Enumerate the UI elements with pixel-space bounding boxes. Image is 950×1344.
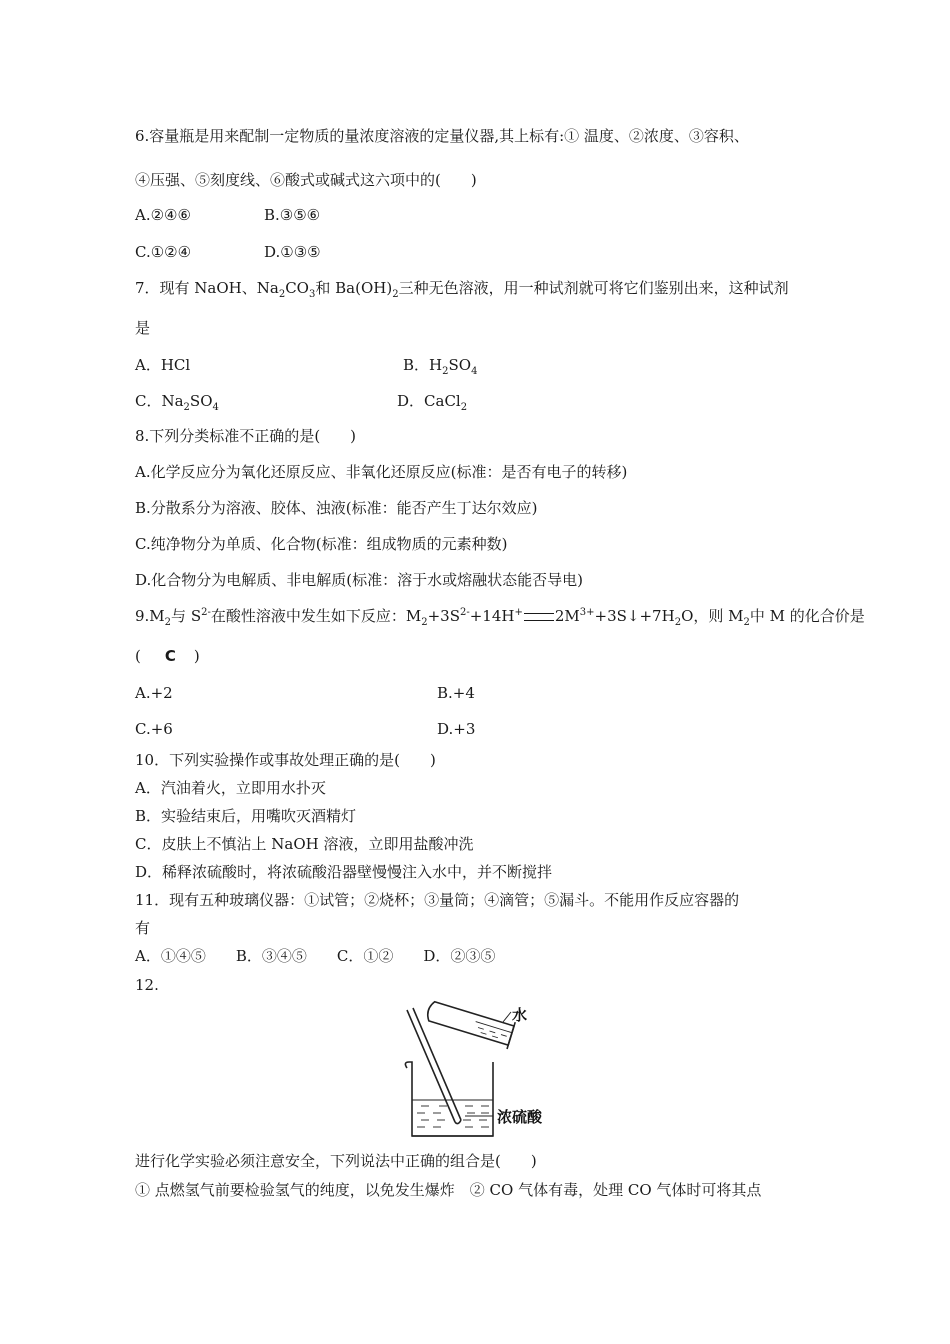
q9-option-a: A.+2 [135, 684, 173, 702]
label-water: 水 [512, 1006, 528, 1024]
q11-stem-line2: 有 [135, 919, 151, 937]
q8-stem: 8.下列分类标准不正确的是( ) [135, 427, 357, 445]
q7-option-b: B．$H_2SO_4$ [403, 356, 478, 377]
q8-option-d: D.化合物分为电解质、非电解质(标准：溶于水或熔融状态能否导电) [135, 571, 583, 589]
label-acid: 浓硫酸 [497, 1108, 543, 1126]
q10-option-b: B．实验结束后，用嘴吹灭酒精灯 [135, 807, 357, 825]
q6-option-d: D.①③⑤ [264, 243, 321, 261]
q8-option-c: C.纯净物分为单质、化合物(标准：组成物质的元素种数) [135, 535, 508, 553]
q11-options: A．①④⑤ B．③④⑤ C．①② D．②③⑤ [135, 947, 496, 965]
q6-stem-line1: 6.容量瓶是用来配制一定物质的量浓度溶液的定量仪器,其上标有:① 温度、②浓度、③容积、 [135, 127, 749, 145]
q7-option-d: D．CaCl$_2$ [397, 392, 468, 413]
q12-stem: 进行化学实验必须注意安全，下列说法中正确的组合是( ) [135, 1152, 537, 1170]
q9-option-b: B.+4 [437, 684, 475, 702]
q9-answer: C [164, 647, 176, 665]
q11-stem-line1: 11．现有五种玻璃仪器：①试管；②烧杯；③量筒；④滴管；⑤漏斗。不能用作反应容器的 [135, 891, 740, 909]
q8-option-b: B.分散系分为溶液、胶体、浊液(标准：能否产生丁达尔效应) [135, 499, 538, 517]
q12-number: 12. [135, 976, 159, 994]
q6-option-c: C.①②④ [135, 243, 192, 261]
q10-stem: 10．下列实验操作或事故处理正确的是( ) [135, 751, 436, 769]
q9-option-d: D.+3 [437, 720, 476, 738]
equals-sign-icon [524, 613, 554, 621]
q6-option-a: A.②④⑥ [135, 206, 191, 224]
q6-stem-line2: ④压强、⑤刻度线、⑥酸式或碱式这六项中的( ) [135, 171, 477, 189]
q10-option-c: C．皮肤上不慎沾上 NaOH 溶液，立即用盐酸冲洗 [135, 835, 474, 853]
beaker-icon [405, 1062, 493, 1136]
test-tube-icon [424, 998, 515, 1049]
q12-stem-line2: ① 点燃氢气前要检验氢气的纯度，以免发生爆炸 ② CO 气体有毒，处理 CO 气体时可将其点 [135, 1181, 762, 1199]
q7-option-c: C．$Na_2SO_4$ [135, 392, 219, 413]
q9-option-c: C.+6 [135, 720, 173, 738]
q8-option-a: A.化学反应分为氧化还原反应、非氧化还原反应(标准：是否有电子的转移) [135, 463, 628, 481]
q7-option-a: A．HCl [135, 356, 191, 374]
q6-option-b: B.③⑤⑥ [264, 206, 321, 224]
dilution-diagram [395, 998, 565, 1143]
q10-option-a: A．汽油着火，立即用水扑灭 [135, 779, 326, 797]
q10-option-d: D．稀释浓硫酸时，将浓硫酸沿器壁慢慢注入水中，并不断搅拌 [135, 863, 553, 881]
q7-stem-line2: 是 [135, 319, 151, 337]
q9-answer-line: ( C ) [135, 647, 200, 665]
q7-stem-line1: 7．现有 NaOH、$Na_2CO_3$和 $Ba(OH)_2$三种无色溶液，用一种试剂就可将它们鉴别出来，这种试剂 [135, 279, 789, 300]
q9-stem-line1: $9.M_2$与 $S^{2-}$在酸性溶液中发生如下反应：$M_2+3S^{2-}+14H^+$ $2M^{3+}+3S↓+7H_2O$，则 $M_2$中 M 的化合价是 [135, 607, 865, 628]
